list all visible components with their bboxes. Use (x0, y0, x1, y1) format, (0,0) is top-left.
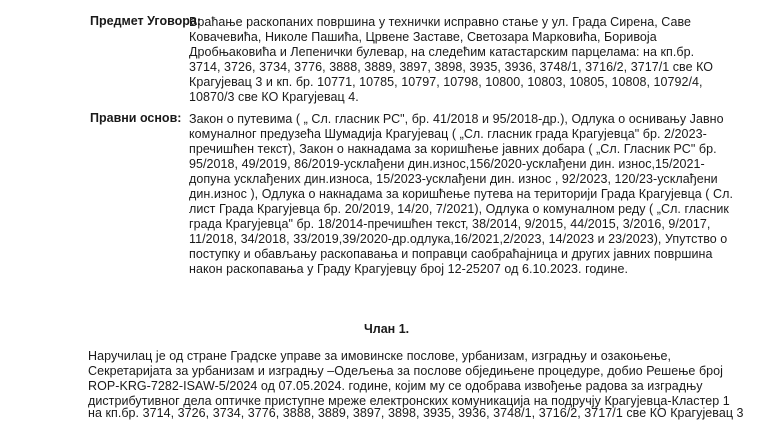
legal-basis-line: 11/2018, 34/2018, 33/2019,39/2020-др.одлука,16/2021,2/2023, 14/2023 и 23/2023), Упутство о (189, 232, 728, 246)
subject-line: Враћање раскопаних површина у технички исправно стање у ул. Града Сирена, Саве (189, 15, 692, 29)
subject-line: Крагујевац 3 и кп. бр. 10771, 10785, 10797, 10798, 10800, 10803, 10805, 10808, 10792/4, (189, 75, 703, 89)
legal-basis-line: пречишћен текст), Закон о накнадама за коришћење јавних добара ( „Сл. Гласник РС" бр. (189, 142, 717, 156)
legal-basis-line: комуналног предузећа Шумадија Крагујевац ( „Сл. гласник града Крагујевца" бр. 2/2023- (189, 127, 707, 141)
subject-line: 10870/3 све КО Крагујевац 4. (189, 90, 359, 104)
legal-basis-label: Правни основ: (90, 111, 182, 125)
legal-basis-line: поступку и обављању раскопавања и поправци саобраћајница и других јавних површина (189, 247, 713, 261)
subject-line: Дробњаковића и Лепенички булевар, на следећим катастарским парцелама: на кп.бр. (189, 45, 695, 59)
body-line: Наручилац је од стране Градске управе за имовинске послове, урбанизам, изградњу и озакоњење, (88, 349, 672, 363)
legal-basis-line: допуна усклађених дин.износа, 15/2023-усклађени дин. износ , 92/2023, 120/23-усклађени (189, 172, 718, 186)
subject-line: Ковачевића, Николе Пашића, Црвене Заставе, Светозара Марковића, Боривоја (189, 30, 657, 44)
legal-basis-line: Закон о путевима ( „ Сл. гласник РС", бр. 41/2018 и 95/2018-др.), Одлука о оснивању Јавно (189, 112, 724, 126)
body-line: на кп.бр. 3714, 3726, 3734, 3776, 3888, 3889, 3897, 3898, 3935, 3936, 3748/1, 3716/2, 3717/1 све КО Крагујевац 3 (88, 406, 744, 420)
legal-basis-line: 95/2018, 49/2019, 86/2019-усклађени дин.износ,156/2020-усклађени дин. износ,15/2021- (189, 157, 705, 171)
legal-basis-line: дин.износ ), Одлука о накнадама за коришћење путева на територији Града Крагујевца ( Сл. (189, 187, 733, 201)
body-line: Секретаријата за урбанизам и изградњу –Одељења за послове обједињене процедуре, добио Решење број (88, 364, 724, 378)
subject-label: Предмет Уговора: (90, 14, 202, 28)
body-line: ROP-KRG-7282-ISAW-5/2024 од 07.05.2024. године, којим му се одобрава извођење радова за изградњу (88, 379, 703, 393)
subject-line: 3714, 3726, 3734, 3776, 3888, 3889, 3897, 3898, 3935, 3936, 3748/1, 3716/2, 3717/1 све КО (189, 60, 714, 74)
legal-basis-line: лист Града Крагујевца бр. 20/2019, 14/20, 7/2021), Одлука о комуналном реду ( „Сл. гласник (189, 202, 729, 216)
article-heading: Члан 1. (364, 322, 410, 336)
legal-basis-line: града Крагујевца" бр. 18/2014-пречишћен текст, 38/2014, 9/2015, 44/2015, 3/2016, 9/2017, (189, 217, 711, 231)
legal-basis-line: након раскопавања у Граду Крагујевцу број 12-25207 од 6.10.2023. године. (189, 262, 628, 276)
body-line: дистрибутивног дела оптичке приступне мреже електронских комуникација на подручју Крагујевца-Кластер 1 (88, 394, 730, 408)
